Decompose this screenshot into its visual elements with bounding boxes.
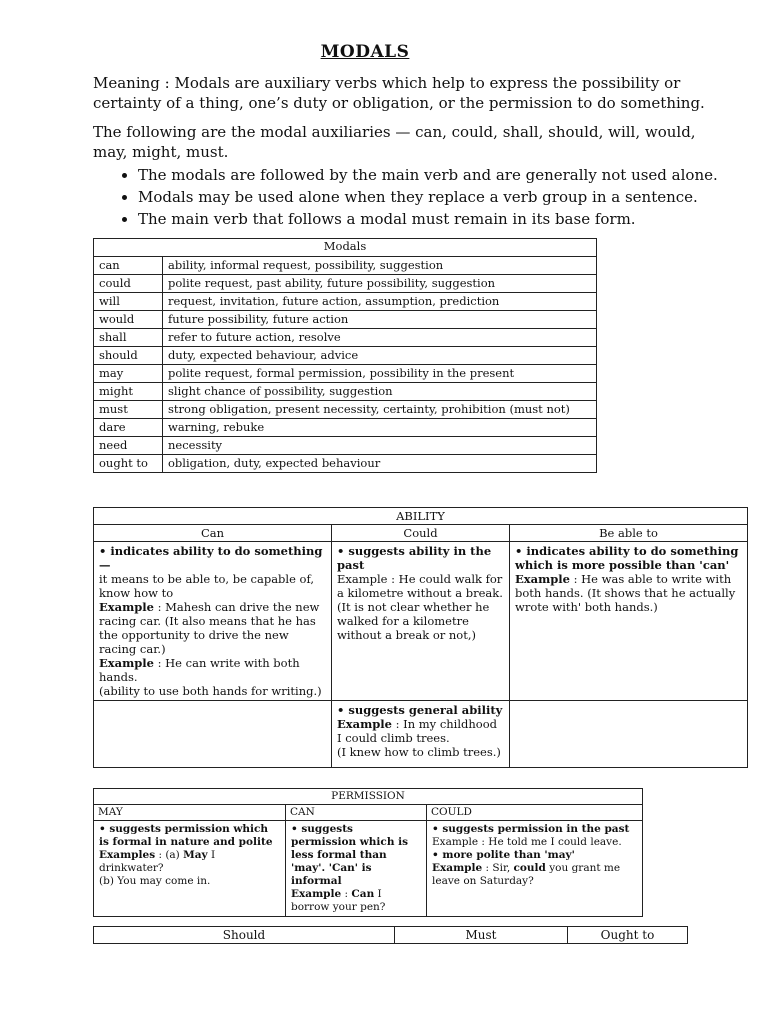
modals-table-row [94, 329, 597, 347]
ability-able-cell [510, 542, 748, 701]
ability-empty-cell [510, 701, 748, 768]
ability-could-point: • suggests ability in the past [337, 544, 492, 572]
permission-can-ex-bold: Can [351, 888, 375, 900]
modal-word: may [94, 365, 163, 383]
permission-may-point: • suggests permission which is formal in nature and polite [99, 823, 273, 848]
modal-usage: request, invitation, future action, assumption, prediction [163, 293, 597, 311]
permission-may-line2: (b) You may come in. [99, 875, 211, 887]
modal-usage: refer to future action, resolve [163, 329, 597, 347]
modals-table-row [94, 275, 597, 293]
ability-able-ex-text: : He was able to write with both hands. (It shows that he actually wrote with' both hands.) [515, 572, 736, 614]
ability-can-ex1-text: : Mahesh can drive the new racing car. (It also means that he has the opportunity to drive the new racing car.) [99, 600, 320, 656]
ability-could-text: Example : He could walk for a kilometre without a break. (It is not clear whether he walked for a kilometre without a break or not,) [337, 572, 503, 642]
permission-could-ex2-bold: could [513, 862, 546, 874]
modals-table-row [94, 383, 597, 401]
rule-item: • The main verb that follows a modal must remain in its base form. [138, 208, 748, 230]
ability-could2-line2: I could climb trees. [337, 731, 450, 745]
obligation-col-must: Must [395, 927, 568, 944]
modal-usage: necessity [163, 437, 597, 455]
modals-table-row [94, 365, 597, 383]
modal-word: need [94, 437, 163, 455]
modal-usage: slight chance of possibility, suggestion [163, 383, 597, 401]
modal-word: might [94, 383, 163, 401]
page-title: MODALS [320, 42, 410, 62]
modal-word: could [94, 275, 163, 293]
modals-table-row [94, 293, 597, 311]
permission-can-ex-post: I borrow your pen? [291, 888, 386, 913]
modal-usage: polite request, past ability, future possibility, suggestion [163, 275, 597, 293]
permission-may-ex-label: Examples [99, 849, 156, 861]
modal-usage: strong obligation, present necessity, certainty, prohibition (must not) [163, 401, 597, 419]
modals-table-row [94, 437, 597, 455]
ability-can-ex2-text: : He can write with both hands. [99, 656, 300, 684]
ability-table [93, 507, 748, 768]
permission-could-point1: • suggests permission in the past [432, 823, 630, 835]
modals-table-row [94, 257, 597, 275]
modals-table [93, 238, 597, 473]
modal-word: must [94, 401, 163, 419]
ability-col-can: Can [94, 525, 332, 542]
permission-col-may: MAY [94, 805, 286, 821]
ability-can-ex1-label: Example [99, 600, 154, 614]
ability-can-meaning: it means to be able to, be capable of, know how to [99, 572, 314, 600]
modal-usage: obligation, duty, expected behaviour [163, 455, 597, 473]
rules-list [93, 164, 748, 230]
modal-usage: polite request, formal permission, possibility in the present [163, 365, 597, 383]
ability-can-ex2-label: Example [99, 656, 154, 670]
modals-table-row [94, 401, 597, 419]
permission-can-cell [286, 821, 427, 917]
modals-table-header: Modals [94, 239, 597, 257]
ability-can-point: • indicates ability to do something— [99, 544, 323, 572]
modal-usage: duty, expected behaviour, advice [163, 347, 597, 365]
modal-word: shall [94, 329, 163, 347]
ability-could2-line3: (I knew how to climb trees.) [337, 745, 501, 759]
permission-table [93, 788, 643, 917]
ability-col-could: Could [332, 525, 510, 542]
permission-table-header: PERMISSION [94, 789, 643, 805]
modals-table-row [94, 419, 597, 437]
modal-word: can [94, 257, 163, 275]
modal-word: ought to [94, 455, 163, 473]
ability-empty-cell [94, 701, 332, 768]
obligation-table [93, 926, 688, 944]
permission-col-could: COULD [427, 805, 643, 821]
permission-could-cell [427, 821, 643, 917]
permission-could-ex2-label: Example [432, 862, 483, 874]
obligation-col-ought-to: Ought to [568, 927, 688, 944]
ability-table-header: ABILITY [94, 508, 748, 525]
modals-table-row [94, 455, 597, 473]
ability-able-ex-label: Example [515, 572, 570, 586]
modals-table-row [94, 311, 597, 329]
modal-usage: warning, rebuke [163, 419, 597, 437]
permission-may-ex-bold: May [183, 849, 208, 861]
permission-could-ex2-pre: : Sir, [482, 862, 514, 874]
ability-could2-ex-label: Example [337, 717, 392, 731]
ability-can-ex2-note: (ability to use both hands for writing.) [99, 684, 322, 698]
permission-can-ex-pre: : [341, 888, 352, 900]
ability-col-be-able-to: Be able to [510, 525, 748, 542]
rule-item: • Modals may be used alone when they replace a verb group in a sentence. [138, 186, 748, 208]
ability-able-point: • indicates ability to do something which is more possible than 'can' [515, 544, 739, 572]
modal-word: dare [94, 419, 163, 437]
permission-could-ex1: Example : He told me I could leave. [432, 836, 622, 848]
modal-word: should [94, 347, 163, 365]
permission-can-point: • suggests permission which is less formal than 'may'. 'Can' is informal [291, 823, 409, 887]
modal-word: will [94, 293, 163, 311]
rule-item: • The modals are followed by the main verb and are generally not used alone. [138, 164, 748, 186]
permission-may-cell [94, 821, 286, 917]
permission-may-ex-post: I drinkwater? [99, 849, 216, 874]
ability-could-cell-1 [332, 542, 510, 701]
permission-could-ex2-post: you grant me leave on Saturday? [432, 862, 621, 887]
ability-could2-point: • suggests general ability [337, 703, 503, 717]
modals-table-row [94, 347, 597, 365]
permission-could-point2: • more polite than 'may' [432, 849, 575, 861]
modal-usage: ability, informal request, possibility, suggestion [163, 257, 597, 275]
permission-may-ex-pre: : (a) [155, 849, 184, 861]
ability-could-cell-2 [332, 701, 510, 768]
ability-could2-ex-text: : In my childhood [391, 717, 497, 731]
modal-usage: future possibility, future action [163, 311, 597, 329]
permission-can-ex-label: Example [291, 888, 342, 900]
meaning-paragraph: Meaning : Modals are auxiliary verbs which help to express the possibility or certainty of a thing, one’s duty or obligation, or the permission to do something. [93, 74, 705, 112]
permission-col-can: CAN [286, 805, 427, 821]
obligation-col-should: Should [94, 927, 395, 944]
modal-word: would [94, 311, 163, 329]
modal-list-paragraph: The following are the modal auxiliaries — can, could, shall, should, will, would, may, might, must. [93, 123, 696, 161]
ability-can-cell [94, 542, 332, 701]
